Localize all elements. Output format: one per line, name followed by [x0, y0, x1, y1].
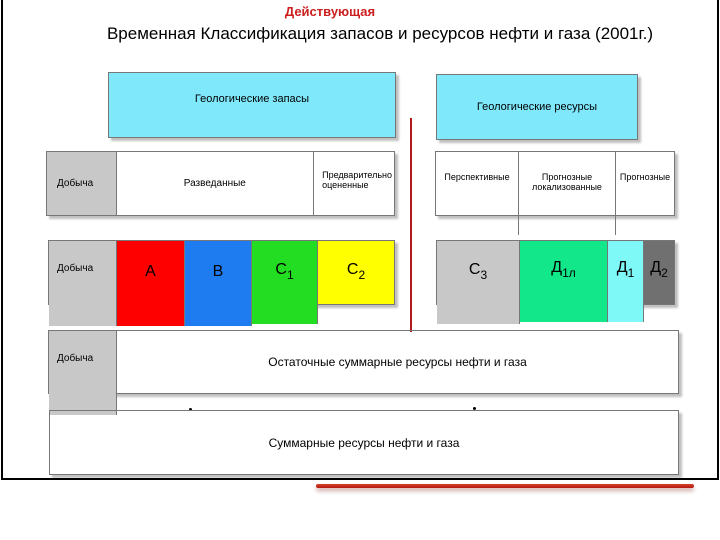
- category-c2-cell: [318, 241, 394, 304]
- category-d1-label: $Д_1$: [616, 259, 635, 280]
- production-label: Добыча: [57, 263, 94, 274]
- explored-label: Разведанные: [183, 178, 246, 189]
- reserves-groups-row: [46, 151, 395, 216]
- category-d1l-cell: [520, 241, 608, 322]
- forecast-cell: [616, 152, 674, 215]
- category-c3-label: $С_3$: [468, 261, 488, 282]
- geological-resources-label: Геологические ресурсы: [476, 101, 598, 113]
- prospective-cell: [436, 152, 519, 235]
- reserves-categories-row: [48, 240, 395, 305]
- residual-resources-cell: [117, 331, 678, 393]
- resources-groups-row: [435, 151, 675, 216]
- category-a-label: А: [145, 263, 156, 280]
- category-c2-label: $С_2$: [346, 261, 366, 282]
- production-label: Добыча: [57, 353, 94, 364]
- decorative-underline: [316, 484, 694, 488]
- geological-reserves-label: Геологические запасы: [194, 93, 310, 105]
- page-title: Временная Классификация запасов и ресурсов нефти и газа (2001г.): [106, 24, 654, 43]
- production-label: Добыча: [57, 178, 94, 189]
- residual-resources-label: Остаточные суммарные ресурсы нефти и газа: [268, 355, 527, 369]
- forecast-local-label: Прогнозные локализованные: [532, 172, 602, 192]
- production-cell: [47, 152, 117, 215]
- prospective-label: Перспективные: [444, 172, 510, 182]
- production-cell: [49, 331, 117, 415]
- total-resources-box: [49, 410, 679, 475]
- category-d1l-label: $Д_{1л}$: [551, 259, 576, 280]
- status-label: Действующая: [284, 4, 376, 19]
- preliminary-cell: [314, 152, 394, 215]
- category-c3-cell: [437, 241, 520, 324]
- category-a-cell: [117, 241, 185, 326]
- forecast-local-cell: [519, 152, 616, 235]
- category-d1-cell: [608, 241, 644, 322]
- category-c1-label: $С_1$: [275, 261, 294, 282]
- category-d2-label: $Д_2$: [650, 259, 668, 280]
- geological-reserves-box: [108, 72, 396, 138]
- total-resources-label: Суммарные ресурсы нефти и газа: [268, 435, 460, 450]
- geological-resources-box: [436, 74, 638, 140]
- production-cell: [49, 241, 117, 326]
- preliminary-label: Предварительно оцененные: [322, 170, 392, 190]
- category-b-cell: [185, 241, 252, 326]
- explored-cell: [117, 152, 315, 215]
- divider-line: [410, 118, 412, 332]
- category-c1-cell: [252, 241, 318, 324]
- category-b-label: В: [212, 263, 224, 280]
- residual-resources-row: [48, 330, 679, 394]
- category-d2-cell: [644, 241, 674, 304]
- forecast-label: Прогнозные: [619, 172, 671, 182]
- resources-categories-row: [436, 240, 675, 305]
